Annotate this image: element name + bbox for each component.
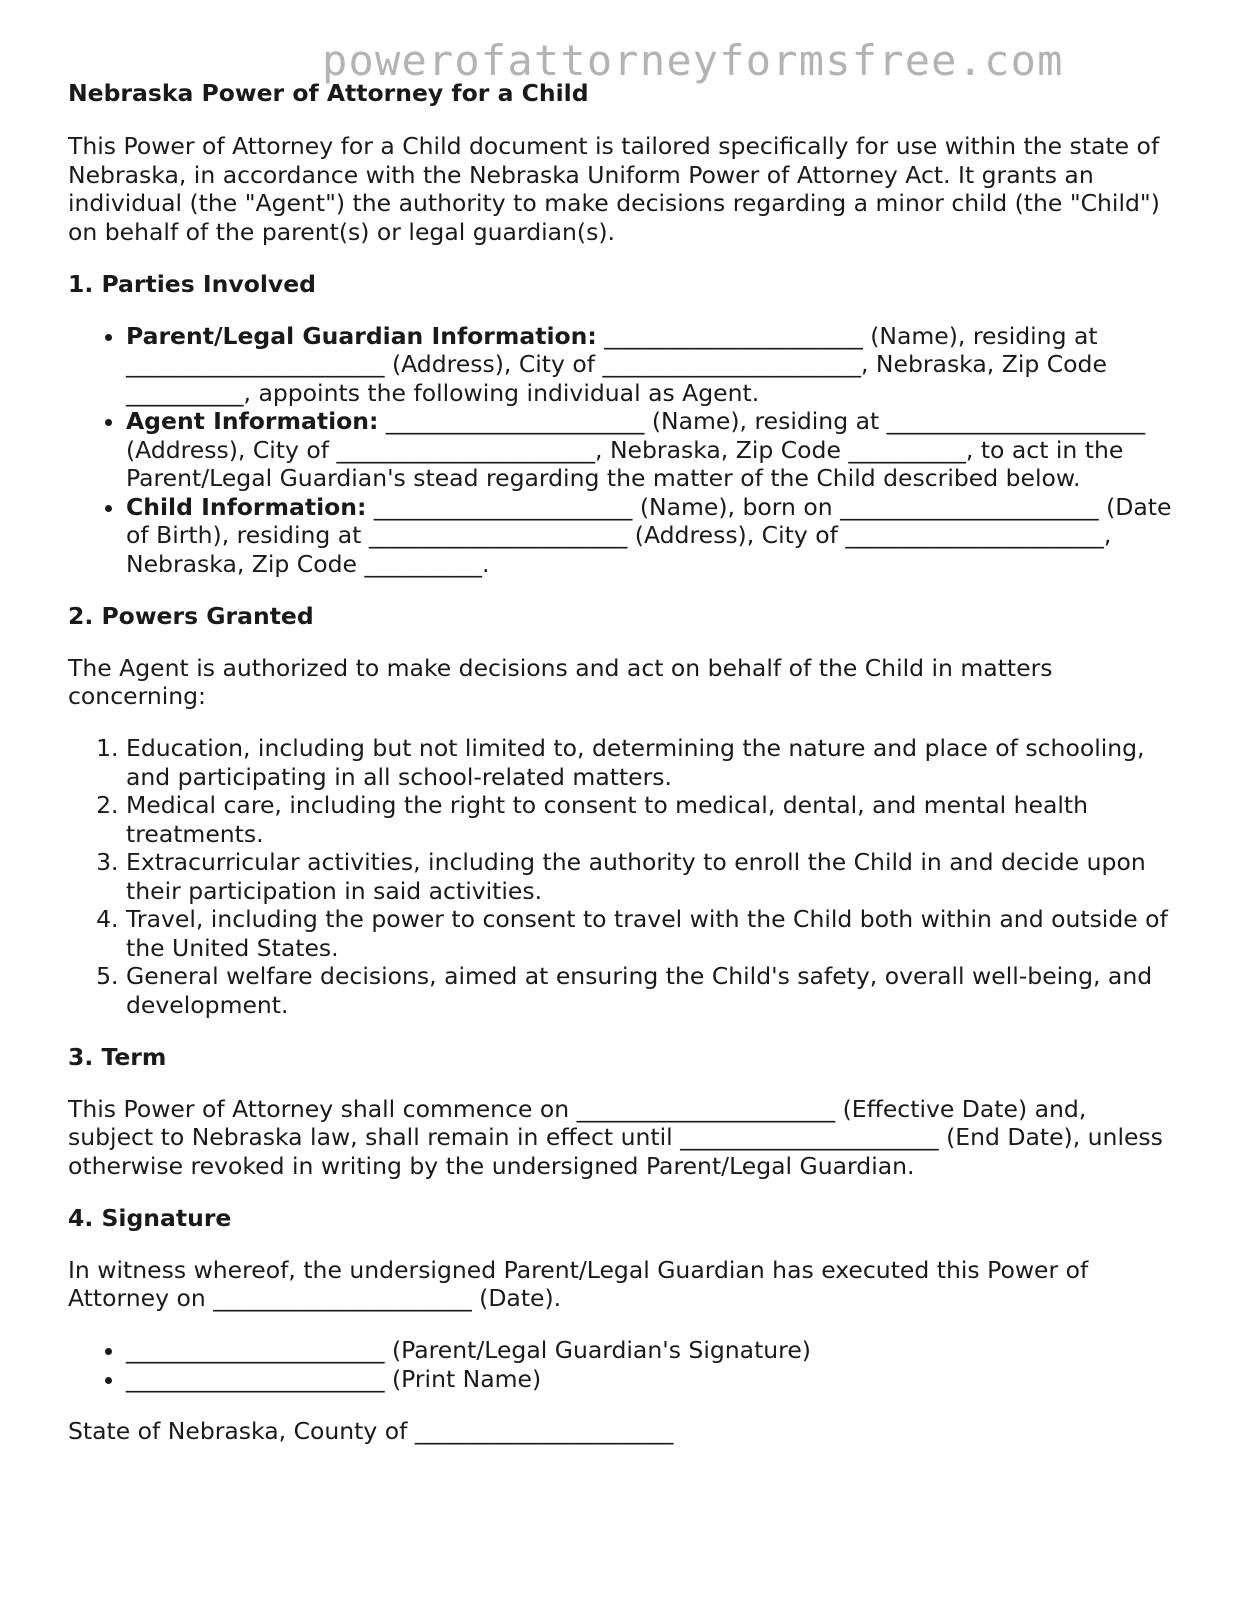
list-item: 4. Travel, including the power to consent to travel with the Child both within and outside of the United States. bbox=[126, 905, 1178, 962]
section-heading-powers: 2. Powers Granted bbox=[68, 601, 314, 630]
list-item bbox=[126, 493, 1178, 579]
powers-intro: The Agent is authorized to make decisions and act on behalf of the Child in matters concerning: bbox=[68, 653, 1053, 710]
document-body bbox=[68, 132, 1178, 1469]
item-text: ______________________ (Name), residing at ______________________ (Address), City of ______________________, Nebraska, Zip Code __________, appoints the following individual as Agent. bbox=[126, 321, 1107, 407]
signature-list bbox=[68, 1336, 1178, 1393]
county-line: State of Nebraska, County of ______________________ bbox=[68, 1416, 674, 1445]
watermark: powerofattorneyformsfree.com bbox=[322, 36, 1064, 85]
intro-paragraph: This Power of Attorney for a Child document is tailored specifically for use within the state of Nebraska, in accordance with the Nebraska Uniform Power of Attorney Act. It grants an individual (the "Agent") the authority to make decisions regarding a minor child (the "Child") on behalf of the parent(s) or legal guardian(s). bbox=[68, 132, 1160, 246]
list-item bbox=[126, 322, 1178, 408]
item-label: Child Information: bbox=[126, 492, 367, 521]
list-item: 2. Medical care, including the right to consent to medical, dental, and mental health treatments. bbox=[126, 791, 1178, 848]
section-heading-term: 3. Term bbox=[68, 1042, 167, 1071]
list-item: 5. General welfare decisions, aimed at ensuring the Child's safety, overall well-being, and development. bbox=[126, 962, 1178, 1019]
parties-list bbox=[68, 322, 1178, 579]
document-title: Nebraska Power of Attorney for a Child bbox=[68, 79, 589, 107]
section-heading-parties: 1. Parties Involved bbox=[68, 269, 316, 298]
list-item bbox=[126, 407, 1178, 493]
section-heading-signature: 4. Signature bbox=[68, 1203, 232, 1232]
item-text: ______________________ (Name), born on ______________________ (Date of Birth), residing at ______________________ (Address), City of ______________________, Nebraska, Zip Code __________. bbox=[126, 492, 1172, 578]
list-item: 3. Extracurricular activities, including the authority to enroll the Child in and decide upon their participation in said activities. bbox=[126, 848, 1178, 905]
list-item: • ______________________ (Parent/Legal Guardian's Signature) bbox=[126, 1336, 1178, 1365]
powers-list bbox=[68, 734, 1178, 1019]
term-paragraph: This Power of Attorney shall commence on ______________________ (Effective Date) and, subject to Nebraska law, shall remain in effect until ______________________ (End Date), unless otherwise revoked in writing by the undersigned Parent/Legal Guardian. bbox=[68, 1094, 1163, 1180]
item-text: ______________________ (Name), residing at ______________________ (Address), City of ______________________, Nebraska, Zip Code __________, to act in the Parent/Legal Guardian's stead regarding the matter of the Child described below. bbox=[126, 407, 1146, 492]
list-item: 1. Education, including but not limited to, determining the nature and place of schooling, and participating in all school-related matters. bbox=[126, 734, 1178, 791]
item-label: Agent Information: bbox=[126, 407, 379, 435]
signature-paragraph: In witness whereof, the undersigned Parent/Legal Guardian has executed this Power of Attorney on ______________________ (Date). bbox=[68, 1255, 1089, 1312]
item-label: Parent/Legal Guardian Information: bbox=[126, 321, 597, 350]
list-item: • ______________________ (Print Name) bbox=[126, 1365, 1178, 1394]
